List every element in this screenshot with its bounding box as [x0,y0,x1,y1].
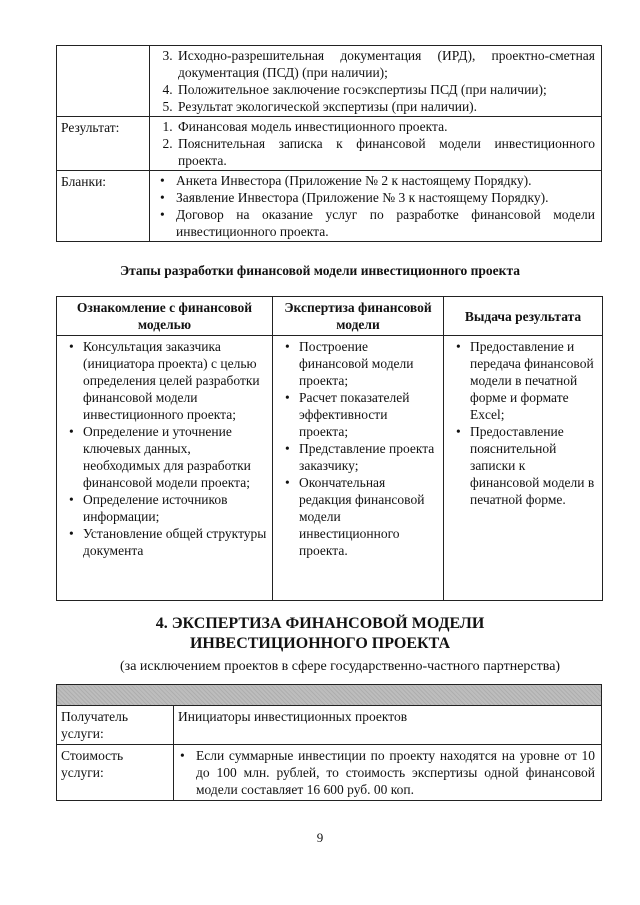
section-title-line: 4. ЭКСПЕРТИЗА ФИНАНСОВОЙ МОДЕЛИ [155,615,485,632]
list-item: 4. Положительное заключение госэкспертизы ПСД (при наличии); [176,81,595,98]
table-row [57,706,602,745]
row-label: Результат: [57,117,150,171]
table-row [57,46,602,117]
list-item: • Если суммарные инвестиции по проекту находятся на уровне от 10 до 100 млн. рублей, то стоимость экспертизы одной финансовой модели составляет 16 600 руб. 00 коп. [196,747,595,798]
row-label: Стоимость услуги: [57,745,174,801]
list-item: • Предоставление пояснительной записки к финансовой модели в печатной форме. [470,423,598,508]
table-row [57,171,602,242]
list-item: • Предоставление и передача финансовой модели в печатной форме и формате Excel; [470,338,598,423]
page-number: 9 [316,830,324,845]
row-label: Бланки: [57,171,150,242]
requirements-table [56,45,602,242]
row-label: Получатель услуги: [57,706,174,745]
stage-cell [273,336,444,601]
table-row [57,117,602,171]
list-item: • Построение финансовой модели проекта; [299,338,439,389]
stages-heading: Этапы разработки финансовой модели инвестиционного проекта [119,263,521,278]
list-item: • Окончательная редакция финансовой модели инвестиционного проекта. [299,474,439,559]
stage-cell [57,336,273,601]
row-value: Инициаторы инвестиционных проектов [174,706,602,745]
list-item: • Консультация заказчика (инициатора проекта) с целью определения целей разработки финансовой модели инвестиционного проекта; [83,338,268,423]
section-subtitle: (за исключением проектов в сфере государственно-частного партнерства) [120,659,561,674]
forms-list [154,172,595,240]
row-label [57,46,150,117]
documents-list [154,47,595,115]
list-item: • Договор на оказание услуг по разработке финансовой модели инвестиционного проекта. [176,206,595,240]
service-table [56,684,602,801]
section-title [0,614,640,654]
row-content [150,171,602,242]
table-header-row [57,685,602,706]
shaded-header [57,685,602,706]
table-row [57,336,603,601]
list-item: • Определение и уточнение ключевых данных, необходимых для разработки финансовой модели проекта; [83,423,268,491]
row-content [174,745,602,801]
table-header-row [57,297,603,336]
list-item: • Заявление Инвестора (Приложение № 3 к настоящему Порядку). [176,189,595,206]
list-item: 1. Финансовая модель инвестиционного проекта. [176,118,595,135]
column-header: Ознакомление с финансовой моделью [57,297,273,336]
section-title-line: ИНВЕСТИЦИОННОГО ПРОЕКТА [189,635,451,652]
column-header: Выдача результата [444,297,603,336]
column-header: Экспертиза финансовой модели [273,297,444,336]
stages-table [56,296,603,601]
list-item: • Установление общей структуры документа [83,525,268,559]
row-content [150,46,602,117]
table-row [57,745,602,801]
list-item: • Представление проекта заказчику; [299,440,439,474]
row-content [150,117,602,171]
result-list [154,118,595,169]
list-item: 5. Результат экологической экспертизы (при наличии). [176,98,595,115]
list-item: • Расчет показателей эффективности проекта; [299,389,439,440]
list-item: 2. Пояснительная записка к финансовой модели инвестиционного проекта. [176,135,595,169]
list-item: • Определение источников информации; [83,491,268,525]
stage-cell [444,336,603,601]
list-item: • Анкета Инвестора (Приложение № 2 к настоящему Порядку). [176,172,595,189]
list-item: 3. Исходно-разрешительная документация (ИРД), проектно-сметная документация (ПСД) (при наличии); [176,47,595,81]
